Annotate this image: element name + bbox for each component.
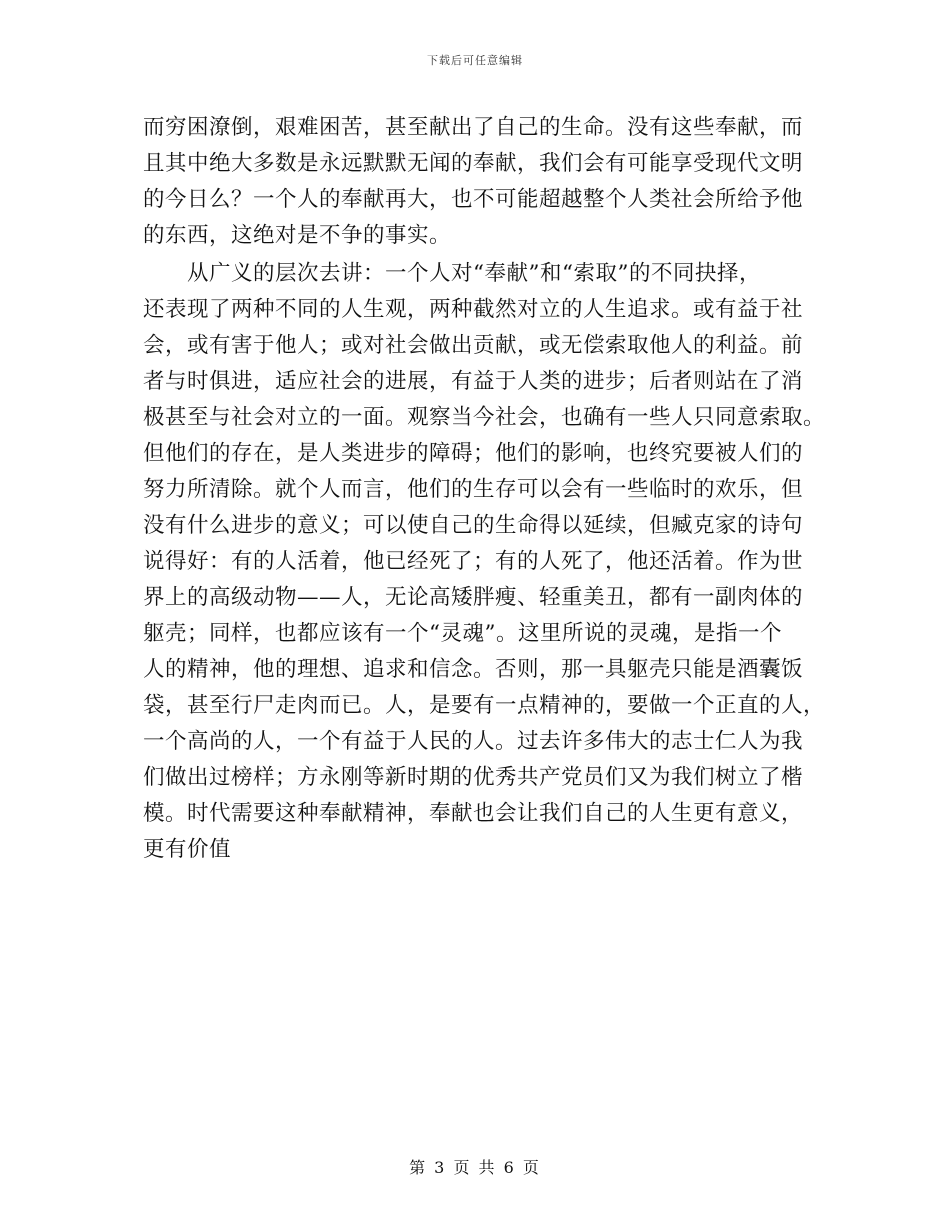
text-line: 的今日么？一个人的奉献再大，也不可能超越整个人类社会所给予他 (143, 187, 804, 212)
text-line: 会，或有害于他人；或对社会做出贡献，或无偿索取他人的利益。前 (143, 333, 804, 358)
text-line: 人的精神，他的理想、追求和信念。否则，那一具躯壳只能是酒囊饭 (143, 657, 804, 682)
text-line: 没有什么进步的意义；可以使自己的生命得以延续，但臧克家的诗句 (143, 513, 804, 538)
text-line: 一个高尚的人，一个有益于人民的人。过去许多伟大的志士仁人为我 (143, 729, 804, 754)
page-header-note: 下载后可任意编辑 (427, 54, 523, 67)
text-line: 且其中绝大多数是永远默默无闻的奉献，我们会有可能享受现代文明 (143, 151, 804, 176)
text-line: 说得好：有的人活着，他已经死了；有的人死了，他还活着。作为世 (143, 549, 804, 574)
text-line: 还表现了两种不同的人生观，两种截然对立的人生追求。或有益于社 (143, 297, 804, 322)
text-line: 者与时俱进，适应社会的进展，有益于人类的进步；后者则站在了消 (143, 369, 804, 394)
text-line: 界上的高级动物——人，无论高矮胖瘦、轻重美丑，都有一副肉体的 (143, 585, 804, 610)
document-body (143, 110, 826, 868)
text-line: 极甚至与社会对立的一面。观察当今社会，也确有一些人只同意索取。 (143, 405, 826, 430)
text-line: 袋，甚至行尸走肉而已。人，是要有一点精神的，要做一个正直的人， (143, 693, 826, 718)
text-line: 的东西，这绝对是不争的事实。 (143, 223, 452, 248)
text-line: 们做出过榜样；方永刚等新时期的优秀共产党员们又为我们树立了楷 (143, 765, 804, 790)
text-line: 从广义的层次去讲：一个人对“奉献”和“索取”的不同抉择， (143, 261, 761, 286)
text-line: 躯壳；同样，也都应该有一个“灵魂”。这里所说的灵魂，是指一个 (143, 621, 782, 646)
paragraph-1 (143, 110, 815, 254)
text-line: 但他们的存在，是人类进步的障碍；他们的影响，也终究要被人们的 (143, 441, 804, 466)
paragraph-2 (143, 256, 826, 868)
text-line: 努力所清除。就个人而言，他们的生存可以会有一些临时的欢乐，但 (143, 477, 804, 502)
text-line: 模。时代需要这种奉献精神，奉献也会让我们自己的人生更有意义， (143, 801, 804, 826)
text-line: 而穷困潦倒，艰难困苦，甚至献出了自己的生命。没有这些奉献，而 (143, 115, 804, 140)
page-number: 第 3 页 共 6 页 (409, 1158, 541, 1177)
text-line: 更有价值 (143, 837, 232, 862)
